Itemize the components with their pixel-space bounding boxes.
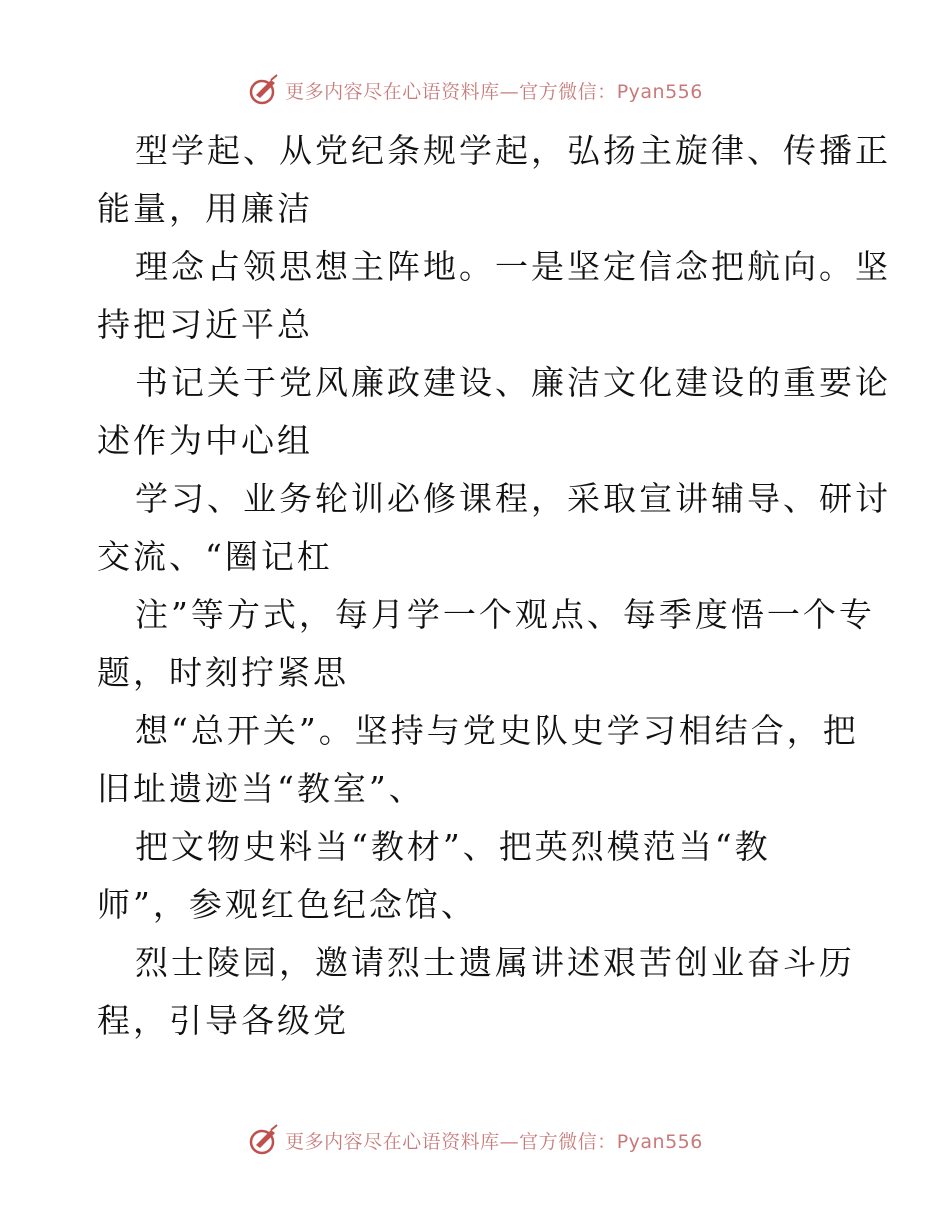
watermark-text: 更多内容尽在心语资料库—官方微信：Pyan556 xyxy=(285,80,703,103)
text-line: 学习、业务轮训必修课程，采取宣讲辅导、研讨 xyxy=(135,479,891,518)
pen-logo-icon xyxy=(247,1123,281,1157)
text-line: 烈士陵园，邀请烈士遗属讲述艰苦创业奋斗历 xyxy=(135,943,855,982)
text-line: 书记关于党风廉政建设、廉洁文化建设的重要论 xyxy=(135,363,891,402)
footer-watermark xyxy=(0,1120,950,1160)
text-line: 想“总开关”。坚持与党史队史学习相结合，把 xyxy=(135,711,859,750)
text-line: 师”，参观红色纪念馆、 xyxy=(97,885,477,924)
text-line: 理念占领思想主阵地。一是坚定信念把航向。坚 xyxy=(135,247,891,286)
header-watermark xyxy=(0,70,950,110)
text-line: 持把习近平总 xyxy=(97,305,313,344)
text-line: 型学起、从党纪条规学起，弘扬主旋律、传播正 xyxy=(135,131,891,170)
text-line: 述作为中心组 xyxy=(97,421,313,460)
document-body xyxy=(97,122,891,1050)
text-line: 题，时刻拧紧思 xyxy=(97,653,349,692)
text-line: 能量，用廉洁 xyxy=(97,189,313,228)
watermark-text: 更多内容尽在心语资料库—官方微信：Pyan556 xyxy=(285,1130,703,1153)
text-line: 交流、“圈记杠 xyxy=(97,537,333,576)
text-line: 程，引导各级党 xyxy=(97,1001,349,1040)
text-line: 旧址遗迹当“教室”、 xyxy=(97,769,425,808)
pen-logo-icon xyxy=(247,73,281,107)
text-line: 把文物史料当“教材”、把英烈模范当“教 xyxy=(135,827,771,866)
text-line: 注”等方式，每月学一个观点、每季度悟一个专 xyxy=(135,595,875,634)
